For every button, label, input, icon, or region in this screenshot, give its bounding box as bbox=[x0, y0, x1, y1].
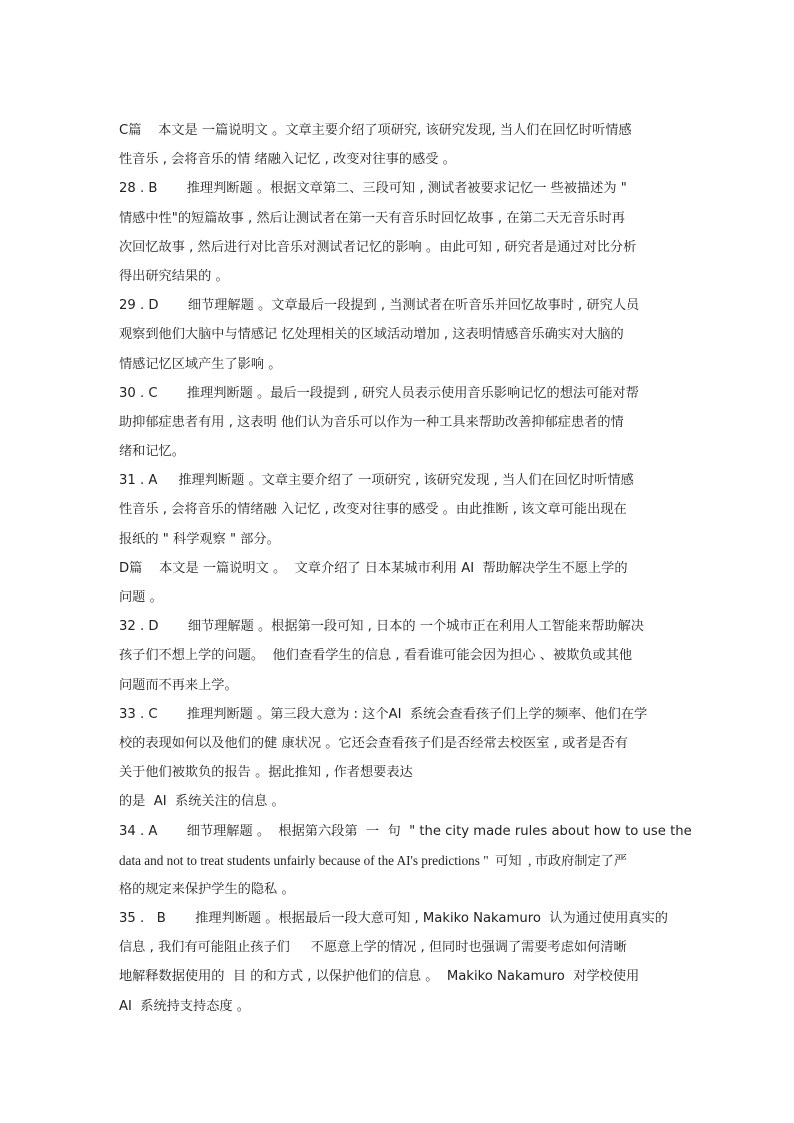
answer-explanations bbox=[119, 116, 692, 1021]
text-line: 33 . C 推理判断题 。第三段大意为 : 这个AI 系统会查看孩子们上学的频率、他们在学 bbox=[119, 706, 648, 722]
text-line: 绪和记忆。 bbox=[119, 444, 185, 460]
text-line: 次回忆故事 , 然后进行对比音乐对测试者记忆的影响 。由此可知 , 研究者是通过对比分析 bbox=[119, 239, 637, 255]
text-line: 孩子们不想上学的问题。 他们查看学生的信息 , 看看谁可能会因为担心 、被欺负或其他 bbox=[119, 648, 633, 664]
text-line: 地解释数据使用的 目 的和方式 , 以保护他们的信息 。 Makiko Nakamuro 对学校使用 bbox=[119, 969, 640, 985]
text-line: 31 . A 推理判断题 。文章主要介绍了 一项研究 , 该研究发现 , 当人们在回忆时听情感 bbox=[119, 473, 634, 489]
text-line: 问题而不再来上学。 bbox=[119, 677, 238, 693]
text-line: 信息 , 我们有可能阻止孩子们 不愿意上学的情况 , 但同时也强调了需要考虑如何清晰 bbox=[119, 940, 627, 956]
text-line: AI 系统持支持态度 。 bbox=[119, 998, 250, 1014]
text-line: 情感中性"的短篇故事 , 然后让测试者在第一天有音乐时回忆故事 , 在第二天无音乐时再 bbox=[119, 210, 625, 226]
text-line: 性音乐 , 会将音乐的情绪融 入记忆 , 改变对往事的感受 。由此推断 , 该文章可能出现在 bbox=[119, 502, 627, 518]
text-line: 问题 。 bbox=[119, 590, 163, 605]
text-line: 35 . B 推理判断题 。根据最后一段大意可知 , Makiko Nakamuro 认为通过使用真实的 bbox=[119, 911, 668, 927]
text-line: 助抑郁症患者有用 , 这表明 他们认为音乐可以作为一种工具来帮助改善抑郁症患者的情 bbox=[119, 414, 624, 430]
text-line: 32 . D 细节理解题 。根据第一段可知 , 日本的 一个城市正在利用人工智能来帮助解决 bbox=[119, 619, 644, 635]
text-line: 观察到他们大脑中与情感记 忆处理相关的区域活动增加 , 这表明情感音乐确实对大脑的 bbox=[119, 327, 624, 343]
text-line: C篇 本文是 一篇说明文 。文章主要介绍了项研究, 该研究发现, 当人们在回忆时听情感 bbox=[119, 123, 632, 138]
text-line: 性音乐 , 会将音乐的情 绪融入记忆 , 改变对往事的感受 。 bbox=[119, 152, 456, 168]
text-line: 30 . C 推理判断题 。最后一段提到 , 研究人员表示使用音乐影响记忆的想法可能对帮 bbox=[119, 385, 639, 401]
text-line: 的是 AI 系统关注的信息 。 bbox=[119, 794, 285, 810]
text-line: 报纸的 " 科学观察 " 部分。 bbox=[119, 531, 280, 547]
text-line: 格的规定来保护学生的隐私 。 bbox=[119, 881, 295, 897]
text-line: 得出研究结果的 。 bbox=[119, 268, 229, 284]
text-line: data and not to treat students unfairly because of the AI's predictions " 可知 , 市政府制定了严 bbox=[119, 852, 628, 868]
text-line: 28 . B 推理判断题 。根据文章第二、三段可知 , 测试者被要求记忆一 些被描述为 " bbox=[119, 181, 627, 197]
text-line: D篇 本文是 一篇说明文 。 文章介绍了 日本某城市利用 AI 帮助解决学生不愿上学的 bbox=[119, 560, 628, 576]
text-line: 34 . A 细节理解题 。 根据第六段第 一 句 " the city made rules about how to use the bbox=[119, 823, 692, 839]
text-line: 校的表现如何以及他们的健 康状况 。它还会查看孩子们是否经常去校医室 , 或者是否有 bbox=[119, 735, 628, 751]
text-line: 情感记忆区域产生了影响 。 bbox=[119, 356, 282, 372]
text-line: 关于他们被欺负的报告 。据此推知 , 作者想要表达 bbox=[119, 765, 413, 781]
text-line: 29 . D 细节理解题 。文章最后一段提到 , 当测试者在听音乐并回忆故事时 , 研究人员 bbox=[119, 298, 640, 314]
